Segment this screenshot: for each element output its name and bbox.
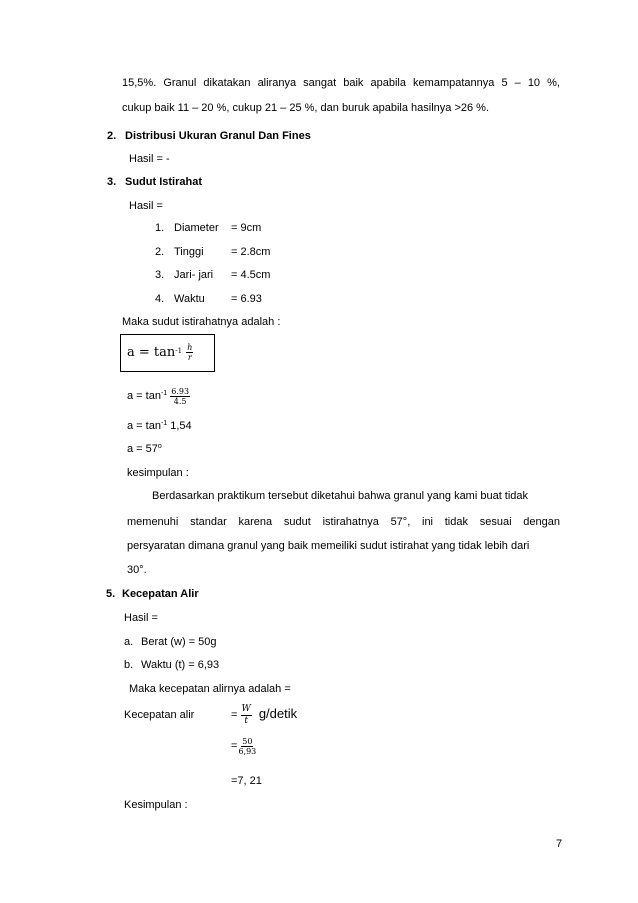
flow-item-b-text: Waktu (t) = 6,93 <box>141 659 220 671</box>
section-2-number: 2. <box>107 130 117 142</box>
measure-item-2-num: 2. <box>155 246 165 258</box>
flow-calc-2: =7, 21 <box>231 775 262 787</box>
measure-item-2-value: = 2.8cm <box>231 246 271 258</box>
measure-item-1-label: Diameter <box>174 222 219 234</box>
angle-calc-3-exp: o <box>157 443 162 450</box>
angle-calc-2 <box>127 419 192 433</box>
flow-item-b-num: b. <box>124 659 134 671</box>
intro-line-2: cukup baik 11 – 20 %, cukup 21 – 25 %, dan buruk apabila hasilnya >26 %. <box>122 102 490 114</box>
flow-formula-den: t <box>244 715 248 726</box>
flow-conclusion-label: Kesimpulan : <box>124 799 188 811</box>
angle-formula-exp: -1 <box>175 347 183 355</box>
intro-line-1-word: sangat <box>303 77 337 89</box>
flow-item-a-num: a. <box>124 636 134 648</box>
flow-calc-1 <box>231 731 257 761</box>
flow-formula-unit: g/detik <box>258 706 298 721</box>
measure-item-4-label: Waktu <box>174 293 205 305</box>
section-5-number: 5. <box>106 588 116 600</box>
angle-conclusion-line-2-word: standar <box>190 516 227 528</box>
angle-conclusion-line-2-word: tidak <box>444 516 468 528</box>
angle-formula-lhs: a = tan <box>127 345 176 360</box>
angle-calc-2-rest: 1,54 <box>167 420 192 432</box>
angle-conclusion-line-2-word: sudut <box>283 516 311 528</box>
section-3-title: Sudut Istirahat <box>125 176 203 188</box>
intro-line-1-word: baik <box>343 77 364 89</box>
angle-conclusion-line-2-word: karena <box>238 516 273 528</box>
intro-line-1-word: dikatakan <box>203 77 251 89</box>
measure-item-3-value: = 4.5cm <box>231 269 271 281</box>
angle-formula-fraction <box>186 343 193 362</box>
flow-calc-1-den: 6,93 <box>238 746 257 756</box>
angle-conclusion-line-2-word: sesuai <box>479 516 512 528</box>
angle-calc-3 <box>127 442 162 456</box>
intro-line-1-word: 5 <box>501 77 508 89</box>
angle-conclusion-line-3: persyaratan dimana granul yang baik memeiliki sudut istirahat yang tidak lebih dari <box>127 540 530 552</box>
measure-item-2-label: Tinggi <box>174 246 204 258</box>
angle-calc-3-lhs: a = 57 <box>127 443 158 455</box>
angle-formula <box>127 341 193 365</box>
intro-line-1-word: apabila <box>370 77 406 89</box>
intro-line-1-word: aliranya <box>257 77 297 89</box>
flow-formula <box>231 697 297 732</box>
flow-calc-1-fraction <box>237 737 257 756</box>
intro-line-1-word: 10 <box>527 77 541 89</box>
angle-conclusion-line-2-word: dengan <box>523 516 560 528</box>
angle-intro-text: Maka sudut istirahatnya adalah : <box>122 316 281 328</box>
flow-formula-eq: = <box>231 709 238 721</box>
angle-conclusion-label: kesimpulan : <box>127 467 189 479</box>
page-number: 7 <box>556 838 563 850</box>
measure-item-1-value: = 9cm <box>231 222 262 234</box>
section-2-result: Hasil = - <box>129 153 170 165</box>
angle-conclusion-line-2-word: ini <box>422 516 434 528</box>
angle-conclusion-line-4: 30°. <box>127 564 147 576</box>
intro-line-1-word: 15,5%. <box>122 77 157 89</box>
section-5-title: Kecepatan Alir <box>122 588 199 600</box>
measure-item-3-label: Jari- jari <box>174 269 214 281</box>
angle-calc-1-num: 6.93 <box>171 386 190 396</box>
angle-conclusion-line-1: Berdasarkan praktikum tersebut diketahui bahwa granul yang kami buat tidak <box>152 490 529 502</box>
intro-line-1-word: Granul <box>163 77 197 89</box>
flow-formula-num: W <box>241 703 251 714</box>
intro-line-1 <box>122 76 560 90</box>
angle-calc-1 <box>127 382 190 410</box>
flow-formula-label: Kecepatan alir <box>124 709 195 721</box>
section-3-number: 3. <box>107 176 117 188</box>
measure-item-4-num: 4. <box>155 293 165 305</box>
measure-item-1-num: 1. <box>155 222 165 234</box>
angle-conclusion-line-2 <box>127 515 560 529</box>
flow-formula-fraction <box>241 704 252 727</box>
measure-item-3-num: 3. <box>155 269 165 281</box>
section-3-result-label: Hasil = <box>129 200 163 212</box>
angle-formula-den: r <box>187 353 192 362</box>
intro-line-1-word: – <box>514 77 521 89</box>
flow-item-a-text: Berat (w) = 50g <box>141 636 217 648</box>
measure-item-4-value: = 6.93 <box>231 293 262 305</box>
angle-calc-1-lhs: a = tan <box>127 390 161 402</box>
intro-line-1-word: kemampatannya <box>413 77 495 89</box>
angle-conclusion-line-2-word: memenuhi <box>127 516 179 528</box>
angle-conclusion-line-2-word: 57°, <box>390 516 411 528</box>
angle-calc-2-lhs: a = tan <box>127 420 161 432</box>
intro-line-1-word: %, <box>547 77 560 89</box>
section-5-result-label: Hasil = <box>124 612 158 624</box>
flow-calc-1-eq: = <box>231 740 238 752</box>
flow-intro-text: Maka kecepatan alirnya adalah = <box>129 683 291 695</box>
angle-calc-1-exp: -1 <box>160 390 168 397</box>
angle-calc-2-exp: -1 <box>160 420 168 427</box>
angle-calc-1-den: 4.5 <box>173 396 187 406</box>
section-2-title: Distribusi Ukuran Granul Dan Fines <box>125 130 311 142</box>
flow-calc-1-num: 50 <box>242 736 253 746</box>
angle-conclusion-line-2-word: istirahatnya <box>322 516 379 528</box>
angle-calc-1-fraction <box>170 387 190 406</box>
angle-formula-num: h <box>187 343 193 352</box>
